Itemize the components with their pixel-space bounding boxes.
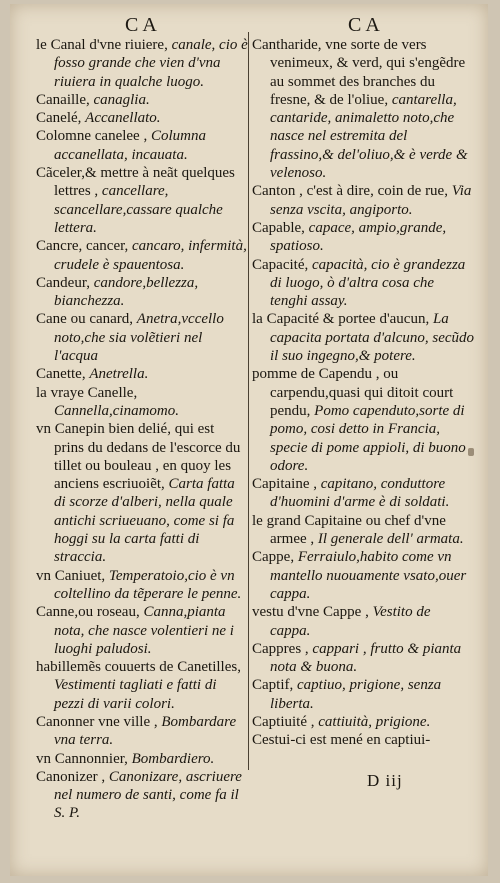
entry-term: Cantharide, vne sorte de vers venimeux, & verd, qui s'engẽdre au sommet des branches du fresne, & de l'oliue,	[252, 37, 466, 108]
dictionary-entry	[252, 512, 474, 549]
entry-gloss: Bombardiero.	[131, 750, 215, 767]
entry-term: Cappres ,	[252, 640, 309, 657]
dictionary-entry	[252, 36, 474, 182]
dictionary-entry	[36, 237, 248, 274]
entry-term: la vraye Canelle,	[36, 384, 138, 401]
dictionary-entry	[36, 713, 248, 750]
entry-gloss: Cannella,cinamomo.	[54, 402, 179, 419]
dictionary-entry	[252, 310, 474, 365]
entry-term: Canton , c'est à dire, coin de rue,	[252, 183, 448, 200]
entry-term: Colomne canelee ,	[36, 128, 148, 145]
dictionary-entry	[36, 127, 248, 164]
entry-gloss: cappari , frutto & pianta nota & buona.	[270, 640, 462, 676]
entry-term: Captiuité ,	[252, 713, 315, 730]
dictionary-entry	[36, 750, 248, 768]
entry-term: Canette,	[36, 366, 86, 383]
header-left: CA	[125, 14, 161, 36]
dictionary-entry	[252, 640, 474, 677]
entry-gloss: canaglia.	[93, 91, 150, 108]
entry-term: Cestui-ci est mené en captiui-	[252, 732, 431, 749]
entry-gloss: capacità, cio è grandezza di luogo, ò d'altra cosa che tenghi assay.	[270, 256, 466, 310]
dictionary-entry	[252, 365, 474, 475]
entry-gloss: captiuo, prigione, senza liberta.	[270, 677, 442, 712]
entry-gloss: capitano, conduttore d'huomini d'arme è di soldati.	[270, 476, 450, 511]
entry-gloss: cancaro, infermità, crudele è spauentosa.	[54, 238, 247, 273]
entry-term: vn Caniuet,	[36, 567, 106, 584]
entry-term: la Capacité & portee d'aucun,	[252, 311, 430, 328]
entry-gloss: canale, cio è fosso grande che vien d'vna riuiera in qualche luogo.	[54, 37, 248, 90]
entry-gloss: Temperatoio,cio è vn coltellino da tẽperare le penne.	[54, 567, 242, 602]
entry-gloss: Columna accanellata, incauata.	[54, 128, 206, 163]
entry-term: Canelé,	[36, 110, 82, 127]
dictionary-entry	[36, 36, 248, 91]
entry-gloss: Il generale dell' armata.	[317, 531, 464, 548]
dictionary-entry	[252, 603, 474, 640]
entry-term: Capable,	[252, 219, 305, 236]
dictionary-entry	[36, 603, 248, 658]
dictionary-entry	[36, 768, 248, 823]
ink-bleed-mark	[468, 448, 474, 456]
column-divider	[248, 32, 249, 770]
dictionary-entry	[252, 475, 474, 512]
entry-gloss: cantarella, cantaride, animaletto noto,che nasce nel estremita del frassino,& del'oliuo,& è verde & velenoso.	[270, 91, 468, 182]
dictionary-entry	[252, 182, 474, 219]
entry-gloss: Via senza vscita, angiporto.	[270, 183, 472, 218]
entry-term: le Canal d'vne riuiere,	[36, 37, 168, 53]
entry-term: Capacité,	[252, 256, 309, 273]
entry-term: vn Canepin bien delié, qui est prins du dedans de l'escorce du tillet ou bouleau , en quoy les anciens escriuoiẽt,	[36, 421, 241, 493]
entry-gloss: Anetrella.	[89, 366, 149, 383]
entry-gloss: cancellare, scancellare,cassare qualche lettera.	[54, 183, 223, 236]
entry-gloss: La capacita portata d'alcuno, secũdo il suo ingegno,& potere.	[270, 311, 475, 365]
header-right: CA	[348, 14, 384, 36]
entry-gloss: Ferraiulo,habito come vn mantello nuouamente vsato,ouer cappa.	[270, 549, 467, 602]
entry-term: Canaille,	[36, 91, 90, 108]
entry-term: Captif,	[252, 677, 294, 694]
entry-term: vestu d'vne Cappe ,	[252, 604, 369, 621]
dictionary-entry	[252, 256, 474, 311]
dictionary-entry	[252, 731, 474, 749]
dictionary-entry	[36, 91, 248, 109]
dictionary-entry	[252, 713, 474, 731]
entry-term: Cane ou canard,	[36, 311, 134, 328]
entry-gloss: Canonizare, ascriuere nel numero de santi, come fa il S. P.	[54, 768, 242, 822]
entry-term: Canne,ou roseau,	[36, 604, 140, 621]
entry-term: Cãceler,& mettre à neãt quelques lettres ,	[36, 165, 235, 200]
dictionary-entry	[36, 658, 248, 713]
entry-term: Candeur,	[36, 274, 90, 291]
dictionary-entry	[252, 676, 474, 713]
dictionary-entry	[36, 384, 248, 421]
entry-gloss: Pomo capenduto,sorte di pomo, cosi detto in Francia, specie di pome appioli, di buono odore.	[270, 402, 466, 474]
entry-term: Canonner vne ville ,	[36, 713, 158, 730]
entry-gloss: Accanellato.	[85, 110, 161, 127]
entry-term: Capitaine ,	[252, 476, 317, 493]
dictionary-entry	[36, 365, 248, 383]
dictionary-entry	[36, 274, 248, 311]
dictionary-entry	[252, 548, 474, 603]
entry-gloss: capace, ampio,grande, spatioso.	[270, 219, 447, 255]
entry-gloss: Vestimenti tagliati e fatti di pezzi di varii colori.	[54, 677, 217, 712]
dictionary-entry	[36, 310, 248, 365]
signature-mark: D iij	[367, 771, 403, 790]
entry-gloss: Carta fatta di scorze d'alberi, nella quale antichi scriueuano, come si fa hoggi su la carta fatti di straccia.	[54, 476, 235, 566]
entry-term: Cappe,	[252, 549, 295, 566]
book-page	[10, 4, 488, 876]
entry-term: vn Cannonnier,	[36, 750, 128, 767]
entry-gloss: candore,bellezza, bianchezza.	[54, 274, 199, 310]
dictionary-entry	[252, 219, 474, 256]
entry-gloss: Vestito de cappa.	[270, 604, 431, 639]
entry-gloss: Anetra,vccello noto,che sia volẽtieri nel l'acqua	[54, 311, 224, 365]
entry-term: pomme de Capendu , ou carpendu,quasi qui ditoit court pendu,	[252, 366, 454, 419]
entry-gloss: Bombardare vna terra.	[54, 713, 237, 749]
entry-term: le grand Capitaine ou chef d'vne armee ,	[252, 512, 446, 548]
entry-term: Cancre, cancer,	[36, 238, 129, 255]
right-column	[252, 36, 474, 750]
left-column	[36, 36, 248, 823]
entry-gloss: Canna,pianta nota, che nasce volentieri ne i luoghi paludosi.	[54, 604, 234, 657]
entry-term: habillemẽs couuerts de Canetilles,	[36, 659, 241, 676]
entry-gloss: cattiuità, prigione.	[318, 713, 431, 730]
dictionary-entry	[36, 567, 248, 604]
entry-term: Canonizer ,	[36, 768, 106, 785]
dictionary-entry	[36, 420, 248, 566]
dictionary-entry	[36, 164, 248, 237]
dictionary-entry	[36, 109, 248, 127]
